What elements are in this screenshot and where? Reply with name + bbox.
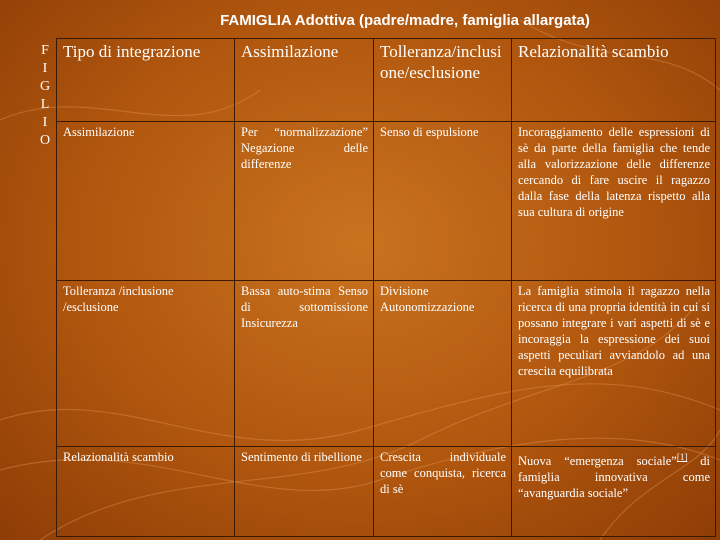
side-letter: G [39, 79, 51, 94]
integration-table [56, 38, 716, 537]
table-cell: Bassa auto-stima Senso di sottomissione Insicurezza [235, 281, 374, 447]
table-cell: Incoraggiamento delle espressioni di sè da parte della famiglia che tende alla valorizzazione delle differenze cercando di fare uscire il ragazzo dalla fase della latenza rispetto alla sua cultura di origine [512, 122, 716, 281]
row-label: Assimilazione [57, 122, 235, 281]
table-cell: La famiglia stimola il ragazzo nella ricerca di una propria identità in cui si possano integrare i vari aspetti di sè e incoraggia la espressione dei suoi aspetti peculiari avviandolo ad una crescita equilibrata [512, 281, 716, 447]
page-title: FAMIGLIA Adottiva (padre/madre, famiglia allargata) [220, 12, 590, 29]
cell-text: Nuova “emergenza sociale” [518, 454, 677, 469]
side-letter: I [42, 61, 48, 76]
table-header-row [57, 39, 716, 122]
table-row [57, 122, 716, 281]
header-cell-relational: Relazionalità scambio [512, 39, 716, 122]
table-cell: Divisione Autonomizzazione [374, 281, 512, 447]
table-cell: Sentimento di ribellione [235, 447, 374, 537]
header-cell-tolerance: Tolleranza/inclusione/esclusione [374, 39, 512, 122]
side-vertical-label [38, 42, 52, 150]
footnote-link[interactable]: [1] [676, 452, 688, 462]
header-cell-type: Tipo di integrazione [57, 39, 235, 122]
table-cell: Senso di espulsione [374, 122, 512, 281]
side-letter: O [39, 133, 51, 148]
table-row [57, 281, 716, 447]
header-cell-assimilation: Assimilazione [235, 39, 374, 122]
row-label: Relazionalità scambio [57, 447, 235, 537]
cell-text: di famiglia innovativa come “avanguardia sociale” [518, 454, 710, 501]
side-letter: L [40, 97, 50, 112]
table-cell: Crescita individuale come conquista, ricerca di sè [374, 447, 512, 537]
table-cell: Per “normalizzazione” Negazione delle differenze [235, 122, 374, 281]
side-letter: I [42, 115, 48, 130]
table-cell [512, 447, 716, 537]
side-letter: F [41, 43, 49, 58]
table-row [57, 447, 716, 537]
row-label: Tolleranza /inclusione /esclusione [57, 281, 235, 447]
